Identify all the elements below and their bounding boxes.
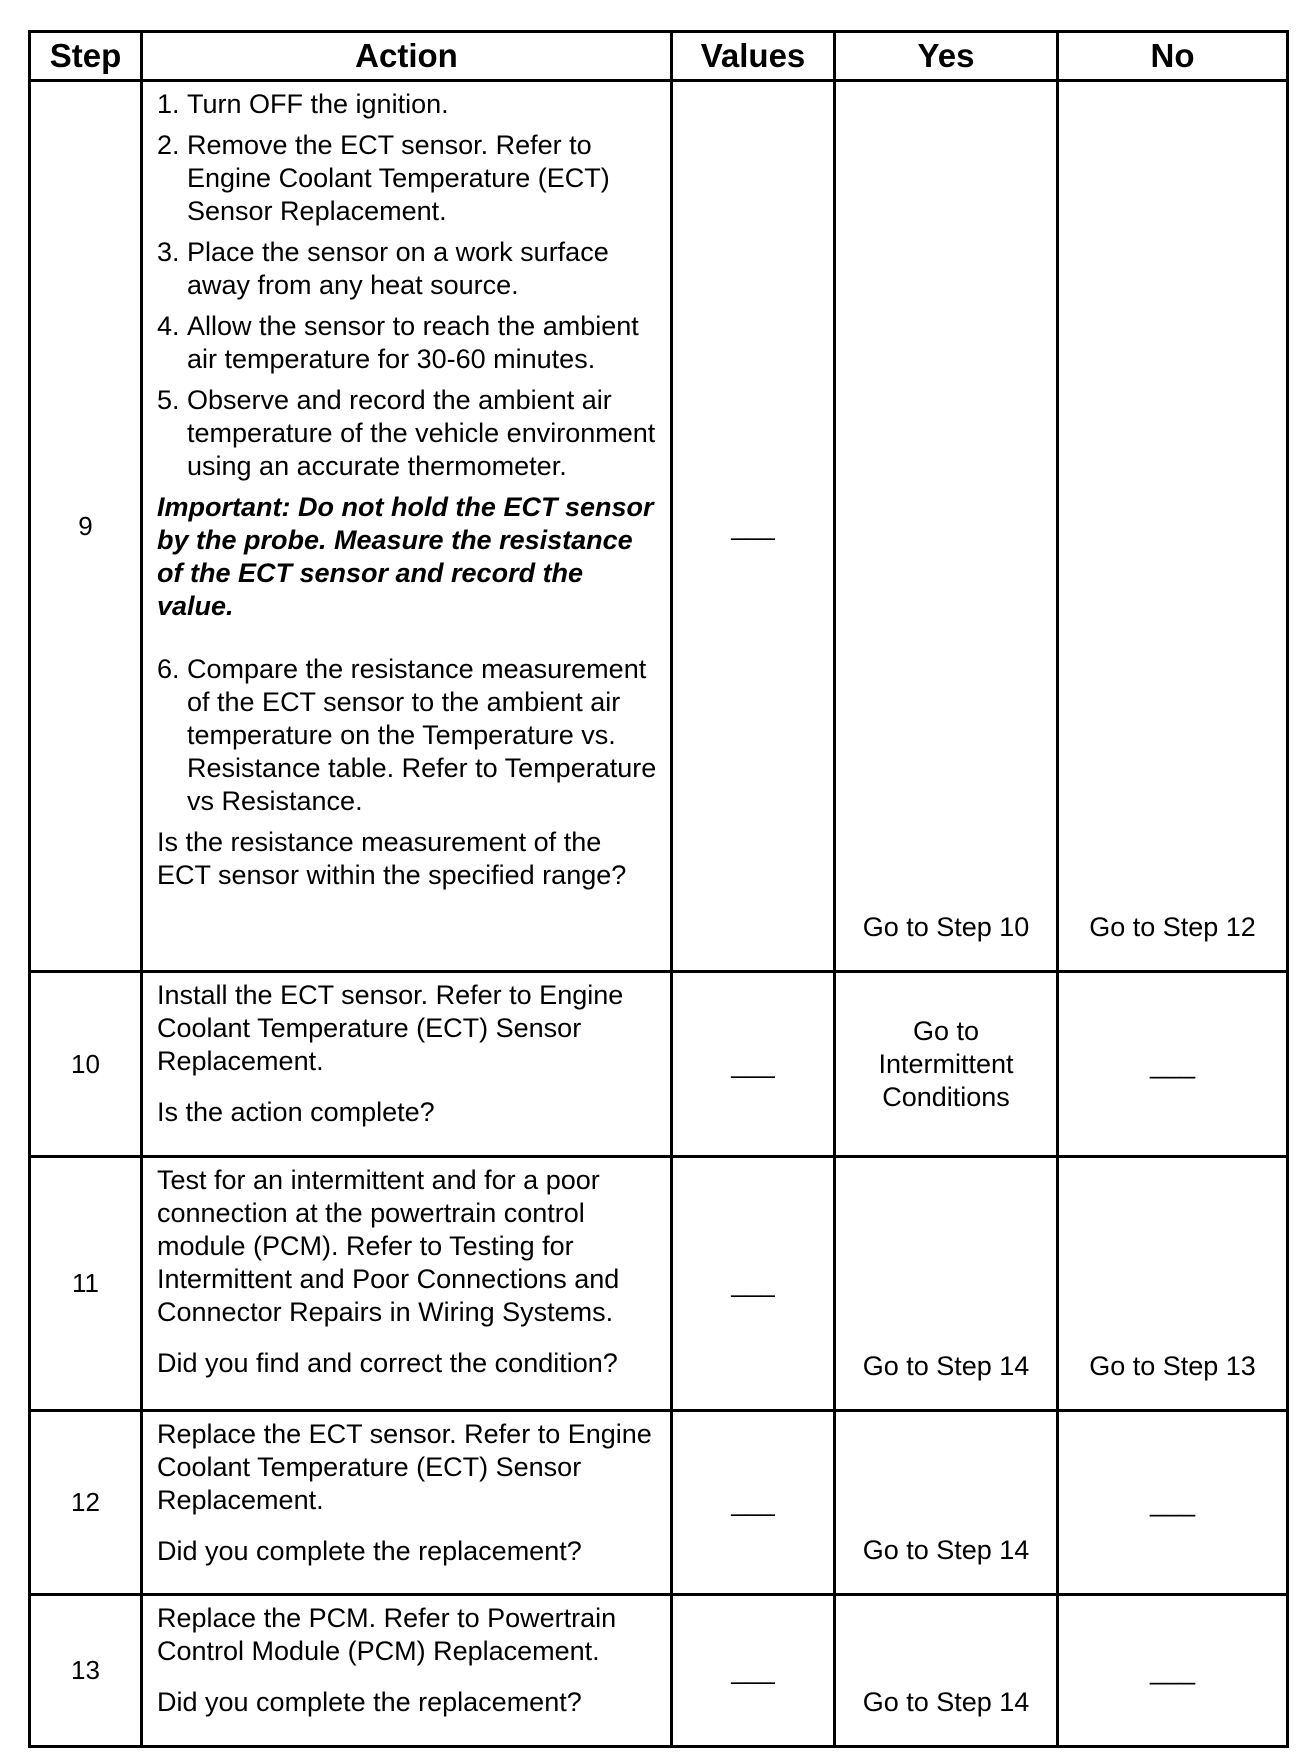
procedure-item: 6. Compare the resistance measurement of the ECT sensor to the ambient air temperature on the Temperature vs. Resistance table. Refer to Temperature vs Resistance. — [157, 654, 657, 816]
no-cell: Go to Step 13 — [1058, 1156, 1288, 1411]
step-question: Is the action complete? — [157, 1097, 435, 1128]
action-text: Test for an intermittent and for a poor connection at the powertrain control module (PCM). Refer to Testing for Intermittent and Poor Connections and Connector Repairs in Wiring Systems. — [157, 1164, 620, 1327]
procedure-list — [157, 88, 658, 483]
diagnostic-table — [28, 30, 1289, 1748]
procedure-item: 1. Turn OFF the ignition. — [157, 89, 449, 119]
header-action: Action — [142, 32, 672, 81]
table-row-step-9 — [30, 81, 1288, 972]
action-cell — [142, 81, 672, 972]
values-cell: ___ — [672, 1595, 835, 1747]
yes-cell: Go to Intermittent Conditions — [835, 972, 1058, 1156]
important-note: Important: Do not hold the ECT sensor by the probe. Measure the resistance of the ECT sensor and record the value. — [157, 492, 654, 621]
procedure-item: 2. Remove the ECT sensor. Refer to Engine Coolant Temperature (ECT) Sensor Replacement. — [157, 130, 610, 226]
values-cell: ___ — [672, 1411, 835, 1595]
yes-cell: Go to Step 14 — [835, 1156, 1058, 1411]
step-question: Did you find and correct the condition? — [157, 1347, 618, 1378]
step-question: Is the resistance measurement of the ECT sensor within the specified range? — [157, 827, 627, 890]
table-row-step-11 — [30, 1156, 1288, 1411]
procedure-item: 3. Place the sensor on a work surface away from any heat source. — [157, 237, 609, 300]
header-no: No — [1058, 32, 1288, 81]
yes-cell: Go to Step 14 — [835, 1595, 1058, 1747]
no-cell: ___ — [1058, 1595, 1288, 1747]
values-cell: ___ — [672, 972, 835, 1156]
step-question: Did you complete the replacement? — [157, 1536, 582, 1567]
table-row-step-13 — [30, 1595, 1288, 1747]
step-number: 12 — [30, 1411, 142, 1595]
procedure-item: 4. Allow the sensor to reach the ambient air temperature for 30-60 minutes. — [157, 311, 639, 374]
no-cell: Go to Step 12 — [1058, 81, 1288, 972]
step-number: 9 — [30, 81, 142, 972]
header-row — [30, 32, 1288, 81]
action-text: Replace the PCM. Refer to Powertrain Control Module (PCM) Replacement. — [157, 1603, 617, 1667]
header-yes: Yes — [835, 32, 1058, 81]
yes-cell: Go to Step 14 — [835, 1411, 1058, 1595]
action-cell — [142, 1595, 672, 1747]
step-number: 11 — [30, 1156, 142, 1411]
yes-cell: Go to Step 10 — [835, 81, 1058, 972]
step-number: 13 — [30, 1595, 142, 1747]
table-row-step-10 — [30, 972, 1288, 1156]
header-step: Step — [30, 32, 142, 81]
procedure-list — [157, 653, 658, 818]
action-text: Replace the ECT sensor. Refer to Engine Coolant Temperature (ECT) Sensor Replacement. — [157, 1419, 652, 1516]
action-cell — [142, 972, 672, 1156]
no-cell: ___ — [1058, 1411, 1288, 1595]
no-cell: ___ — [1058, 972, 1288, 1156]
action-text: Install the ECT sensor. Refer to Engine Coolant Temperature (ECT) Sensor Replacement. — [157, 980, 624, 1077]
action-cell — [142, 1156, 672, 1411]
step-question: Did you complete the replacement? — [157, 1687, 582, 1718]
step-number: 10 — [30, 972, 142, 1156]
values-cell: ___ — [672, 1156, 835, 1411]
action-cell — [142, 1411, 672, 1595]
table-row-step-12 — [30, 1411, 1288, 1595]
procedure-item: 5. Observe and record the ambient air temperature of the vehicle environment using an accurate thermometer. — [157, 385, 656, 481]
values-cell: ___ — [672, 81, 835, 972]
header-values: Values — [672, 32, 835, 81]
